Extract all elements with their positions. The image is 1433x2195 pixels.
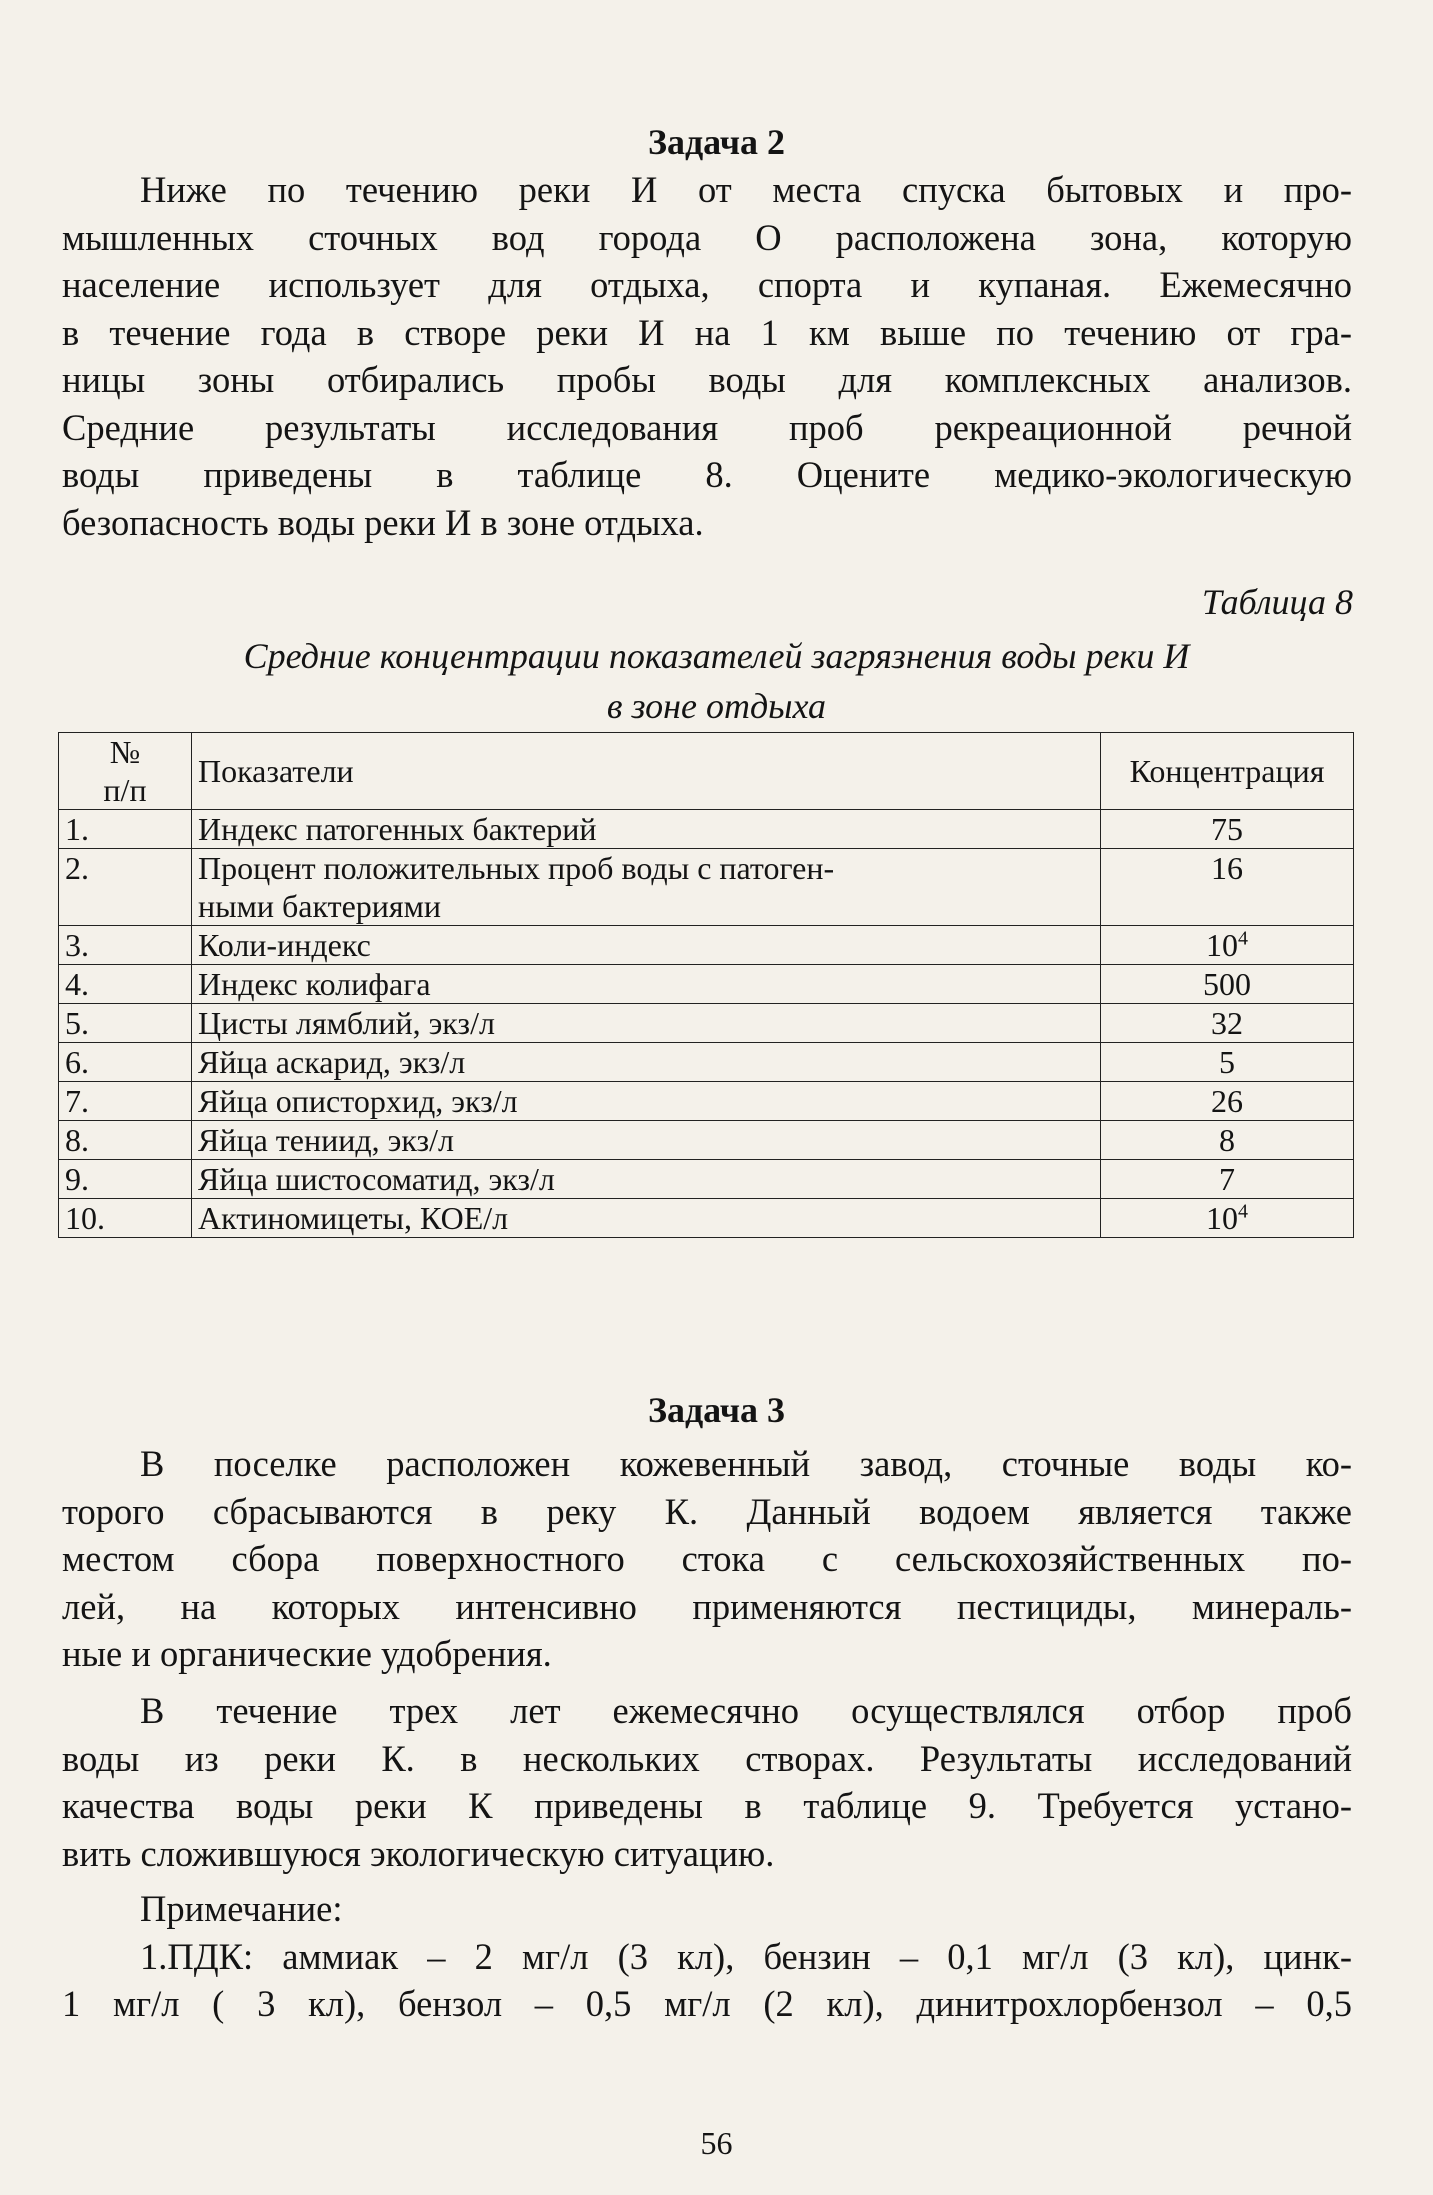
text-line: торого сбрасываются в реку К. Данный водоем является также [62,1490,1352,1532]
row-value-cell [1101,1121,1354,1160]
row-value-cell [1101,1160,1354,1199]
row-value-cell [1101,849,1354,926]
row-indicator: Индекс колифага [192,965,1101,1004]
task2-heading: Задача 2 [647,122,786,162]
header-num [59,733,192,810]
table-row [59,965,1354,1004]
table-row [59,1043,1354,1082]
table-row [59,849,1354,926]
row-value: 26 [1211,1083,1243,1119]
task3-heading: Задача 3 [647,1390,786,1430]
row-indicator: Яйца шистосоматид, экз/л [192,1160,1101,1199]
row-value: 7 [1219,1161,1235,1197]
row-indicator: Индекс патогенных бактерий [192,810,1101,849]
row-value: 32 [1211,1005,1243,1041]
data-table [58,732,1354,1238]
row-value-cell [1101,926,1354,965]
table-row [59,1082,1354,1121]
note-label: Примечание: [140,1888,343,1929]
row-value: 8 [1219,1122,1235,1158]
row-number: 3. [59,926,192,965]
row-number: 10. [59,1199,192,1238]
row-value: 75 [1211,811,1243,847]
text-line: мышленных сточных вод города О расположена зона, которую [62,216,1352,258]
task3-paragraph-1 [62,1440,1352,1678]
header-num-line1: № [109,734,141,770]
row-value: 16 [1211,850,1243,886]
row-indicator: Яйца описторхид, экз/л [192,1082,1101,1121]
table-row [59,1199,1354,1238]
row-value: 500 [1203,966,1251,1002]
table-row [59,1004,1354,1043]
table-row [59,1121,1354,1160]
text-line: воды из реки К. в нескольких створах. Результаты исследований [62,1737,1352,1779]
row-number: 1. [59,810,192,849]
text-line: Ниже по течению реки И от места спуска бытовых и про- [140,169,1352,210]
row-number: 9. [59,1160,192,1199]
row-indicator: Яйца тениид, экз/л [192,1121,1101,1160]
row-indicator: Цисты лямблий, экз/л [192,1004,1101,1043]
text-line: воды приведены в таблице 8. Оцените медико-экологическую [62,454,1352,495]
row-value-cell [1101,1004,1354,1043]
header-concentration: Концентрация [1101,733,1354,810]
row-number: 7. [59,1082,192,1121]
row-value: 5 [1219,1044,1235,1080]
text-line: Средние результаты исследования проб рекреационной речной [62,406,1352,448]
text-line: население использует для отдыха, спорта и купаная. Ежемесячно [62,264,1352,305]
text-line: лей, на которых интенсивно применяются пестициды, минераль- [62,1585,1352,1627]
row-number: 2. [59,849,192,926]
table-row [59,1160,1354,1199]
table-title-line1: Средние концентрации показателей загрязнения воды реки И [243,636,1190,676]
row-number: 5. [59,1004,192,1043]
table-row [59,926,1354,965]
row-number: 4. [59,965,192,1004]
task3-note [62,1885,1352,2028]
table-label: Таблица 8 [1201,582,1353,622]
text-line: в течение года в створе реки И на 1 км выше по течению от гра- [62,311,1352,353]
row-value-cell [1101,810,1354,849]
header-num-line2: п/п [103,772,147,808]
table-header-row [59,733,1354,810]
text-line: безопасность воды реки И в зоне отдыха. [62,501,704,543]
text-line: 1 мг/л ( 3 кл), бензол – 0,5 мг/л (2 кл), динитрохлорбензол – 0,5 [62,1983,1352,2024]
row-value: 10 [1206,1200,1238,1236]
text-line: вить сложившуюся экологическую ситуацию. [62,1832,775,1874]
row-indicator: Яйца аскарид, экз/л [192,1043,1101,1082]
task2-paragraph [62,166,1352,546]
row-value-cell [1101,1043,1354,1082]
row-number: 6. [59,1043,192,1082]
row-value-cell [1101,1199,1354,1238]
row-indicator: Процент положительных проб воды с патоген- ными бактериями [192,849,1101,926]
text-line: ницы зоны отбирались пробы воды для комплексных анализов. [62,359,1352,400]
row-value-cell [1101,965,1354,1004]
table-title-line2: в зоне отдыха [606,686,827,726]
text-line: качества воды реки К приведены в таблице 9. Требуется устано- [62,1785,1352,1826]
text-line: 1.ПДК: аммиак – 2 мг/л (3 кл), бензин – 0,1 мг/л (3 кл), цинк- [140,1935,1352,1977]
row-indicator: Коли-индекс [192,926,1101,965]
row-number: 8. [59,1121,192,1160]
table-row [59,810,1354,849]
header-indicator: Показатели [192,733,1101,810]
row-value: 10 [1206,927,1238,963]
row-value-exponent: 4 [1238,1200,1248,1223]
text-line: В течение трех лет ежемесячно осуществлялся отбор проб [140,1690,1352,1731]
task3-paragraph-2 [62,1687,1352,1877]
row-value-cell [1101,1082,1354,1121]
text-line: местом сбора поверхностного стока с сельскохозяйственных по- [62,1538,1352,1579]
text-line: В поселке расположен кожевенный завод, сточные воды ко- [140,1443,1352,1484]
row-value-exponent: 4 [1238,927,1248,950]
page-number: 56 [700,2125,733,2161]
text-line: ные и органические удобрения. [62,1633,552,1674]
row-indicator: Актиномицеты, КОЕ/л [192,1199,1101,1238]
